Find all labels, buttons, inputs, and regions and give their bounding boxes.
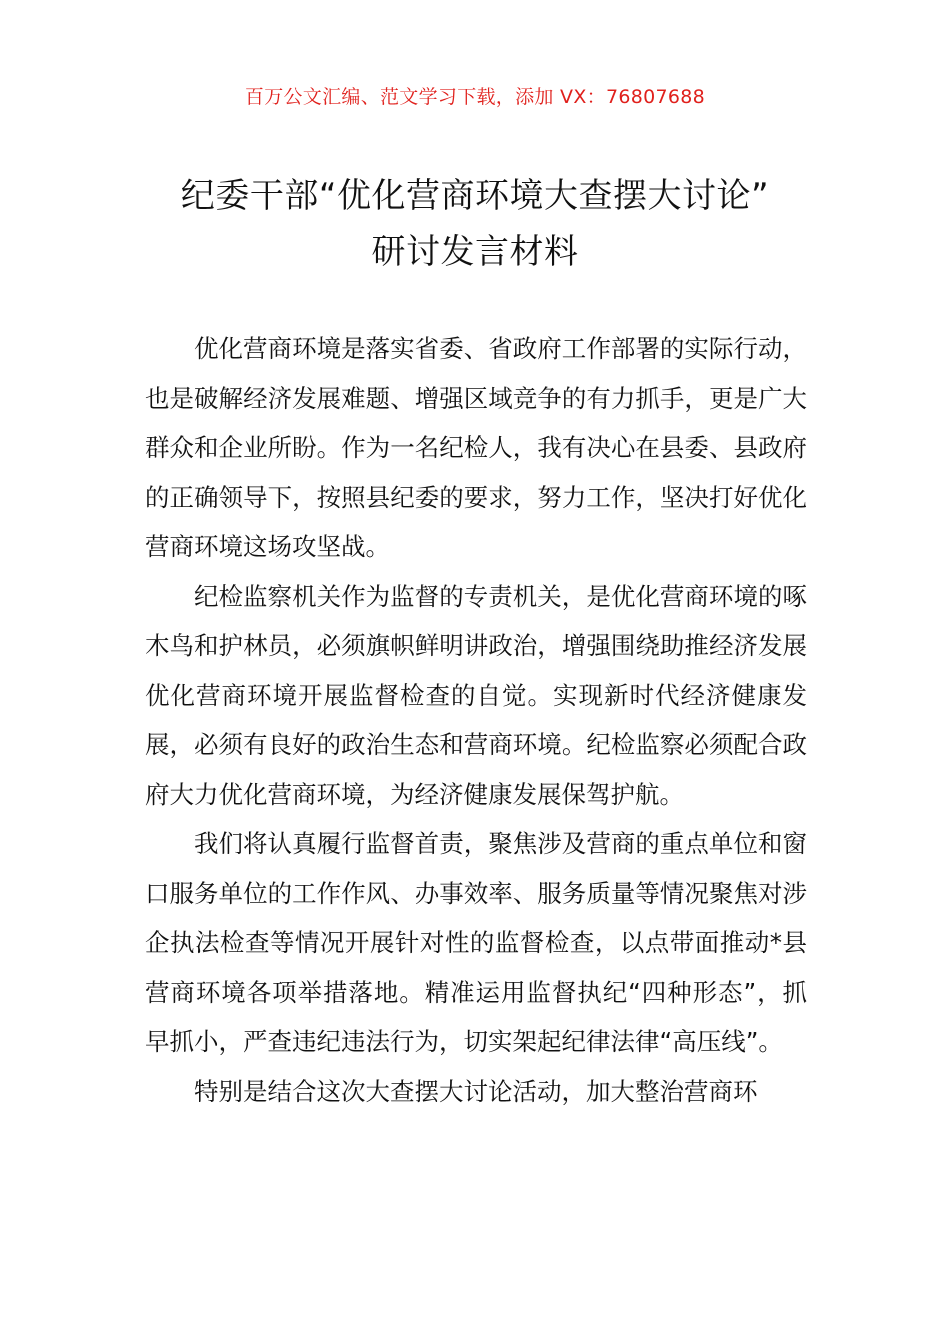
- paragraph-2: 纪检监察机关作为监督的专责机关，是优化营商环境的啄木鸟和护林员，必须旗帜鲜明讲政治，增强围绕助推经济发展优化营商环境开展监督检查的自觉。实现新时代经济健康发展，必须有良好的政治生态和营商环境。纪检监察必须配合政府大力优化营商环境，为经济健康发展保驾护航。: [145, 581, 807, 809]
- title-line-2: 研讨发言材料: [371, 232, 579, 272]
- header-banner: 百万公文汇编、范文学习下载，添加 VX：76807688: [244, 86, 706, 108]
- title-line-1: 纪委干部“优化营商环境大查摆大讨论”: [180, 176, 770, 216]
- document-body: [145, 324, 807, 1116]
- paragraph-4: 特别是结合这次大查摆大讨论活动，加大整治营商环: [194, 1076, 758, 1106]
- paragraph-1: 优化营商环境是落实省委、省政府工作部署的实际行动，也是破解经济发展难题、增强区域竞争的有力抓手，更是广大群众和企业所盼。作为一名纪检人，我有决心在县委、县政府的正确领导下，按照县纪委的要求，努力工作，坚决打好优化营商环境这场攻坚战。: [145, 334, 807, 561]
- paragraph-3: 我们将认真履行监督首责，聚焦涉及营商的重点单位和窗口服务单位的工作作风、办事效率、服务质量等情况聚焦对涉企执法检查等情况开展针对性的监督检查，以点带面推动*县营商环境各项举措落地。精准运用监督执纪“四种形态”，抓早抓小，严查违纪违法行为，切实架起纪律法律“高压线”。: [145, 829, 807, 1056]
- document-title: [0, 168, 950, 280]
